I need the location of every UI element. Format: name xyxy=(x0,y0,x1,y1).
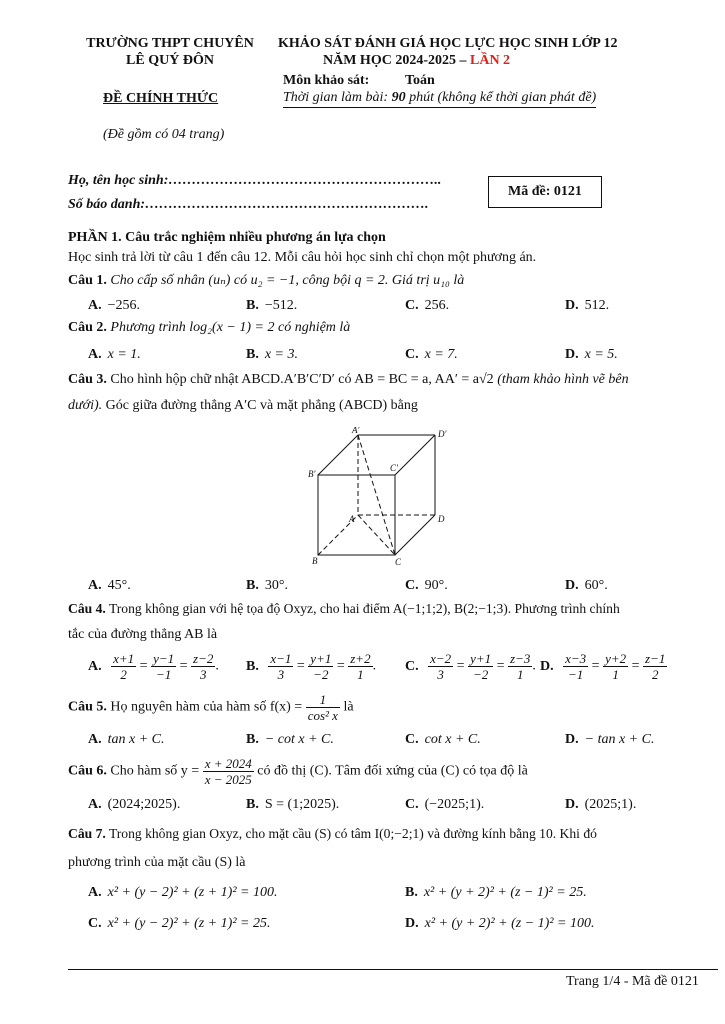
q6-option-a[interactable]: A. (2024;2025). xyxy=(88,797,181,812)
q7-option-a[interactable]: A. x² + (y − 2)² + (z + 1)² = 100. xyxy=(88,885,278,900)
label-C: C xyxy=(395,557,402,567)
q5-option-a[interactable]: A. tan x + C. xyxy=(88,732,165,747)
label-A: A xyxy=(349,514,355,524)
question-5: Câu 5. Họ nguyên hàm của hàm số f(x) = $\frac{1}{\text{cos² x}}$ là xyxy=(68,692,354,723)
edge-D1C1 xyxy=(395,435,435,475)
q5-option-c[interactable]: C. cot x + C. xyxy=(405,732,481,747)
subject: Toán xyxy=(405,73,435,88)
edge-A1B1 xyxy=(318,435,358,475)
footer-divider xyxy=(68,969,718,970)
question-7-line2: phương trình của mặt cầu (S) là xyxy=(68,855,246,870)
q2-option-c[interactable]: C. x = 7. xyxy=(405,347,458,362)
q5-option-b[interactable]: B. − cot x + C. xyxy=(246,732,334,747)
label-D: D xyxy=(438,514,445,524)
question-4-line2: tắc của đường thẳng AB là xyxy=(68,627,218,642)
label-B: B xyxy=(312,556,318,566)
label-D1: D′ xyxy=(438,429,447,439)
subject-label: Môn khảo sát: xyxy=(283,73,370,88)
section1-title: PHẦN 1. Câu trắc nghiệm nhiều phương án lựa chọn xyxy=(68,230,386,245)
q1-option-b[interactable]: B. −512. xyxy=(246,298,298,313)
question-2: Câu 2. Phương trình log₂(x − 1) = 2 có nghiệm là xyxy=(68,320,351,335)
q2-option-d[interactable]: D. x = 5. xyxy=(565,347,618,362)
round-label: LẦN 2 xyxy=(470,53,511,68)
time-info: Thời gian làm bài: 90 phút (không kể thời gian phát đề) xyxy=(283,90,596,108)
exam-code-box: Mã đề: 0121 xyxy=(488,176,602,208)
school-name-line1: TRƯỜNG THPT CHUYÊN xyxy=(86,36,254,51)
q7-option-c[interactable]: C. x² + (y − 2)² + (z + 1)² = 25. xyxy=(88,916,271,931)
q3-option-d[interactable]: D. 60°. xyxy=(565,578,608,593)
q6-option-d[interactable]: D. (2025;1). xyxy=(565,797,637,812)
q2-option-a[interactable]: A. x = 1. xyxy=(88,347,141,362)
question-6: Câu 6. Cho hàm số y = $\frac{x + 2024}{x - 2025}$ có đồ thị (C). Tâm đối xứng của (C) có tọa độ là xyxy=(68,756,528,787)
q4-option-d[interactable]: D. $\frac{x-3}{-1}$ = $\frac{y+2}{1}$ = $\frac{z-1}{2}$ xyxy=(540,651,666,682)
school-year: NĂM HỌC 2024-2025 – LẦN 2 xyxy=(323,53,511,68)
label-C1: C′ xyxy=(390,463,398,473)
q4-option-a[interactable]: A. $\frac{x+1}{2}$ = $\frac{y-1}{-1}$ = $\frac{z-2}{3}$ . xyxy=(88,651,219,682)
student-name-line: Họ, tên học sinh:………………………………………………….. xyxy=(68,173,442,188)
question-3: Câu 3. Cho hình hộp chữ nhật ABCD.A′B′C′D′ có AB = BC = a, AA′ = a√2 (tham khảo hình vẽ bên xyxy=(68,372,629,387)
pages-note: (Đề gồm có 04 trang) xyxy=(103,127,225,142)
q1-option-c[interactable]: C. 256. xyxy=(405,298,450,313)
school-name-line2: LÊ QUÝ ĐÔN xyxy=(126,53,214,68)
q3-option-c[interactable]: C. 90°. xyxy=(405,578,448,593)
official-label: ĐỀ CHÍNH THỨC xyxy=(103,91,219,106)
q3-option-a[interactable]: A. 45°. xyxy=(88,578,131,593)
diagonal-A1C xyxy=(358,435,395,555)
q2-option-b[interactable]: B. x = 3. xyxy=(246,347,299,362)
exam-title: KHẢO SÁT ĐÁNH GIÁ HỌC LỰC HỌC SINH LỚP 12 xyxy=(278,36,618,51)
edge-CD xyxy=(395,515,435,555)
q1-option-a[interactable]: A. −256. xyxy=(88,298,141,313)
question-1: Câu 1. Cho cấp số nhân (uₙ) có u₂ = −1, công bội q = 2. Giá trị u₁₀ là xyxy=(68,273,465,288)
question-4: Câu 4. Trong không gian với hệ tọa độ Oxyz, cho hai điểm A(−1;1;2), B(2;−1;3). Phương trình chính xyxy=(68,601,620,616)
q7-option-d[interactable]: D. x² + (y + 2)² + (z − 1)² = 100. xyxy=(405,916,595,931)
student-id-line: Số báo danh:……………………………………………………. xyxy=(68,197,429,212)
label-A1: A′ xyxy=(352,427,360,435)
q6-option-b[interactable]: B. S = (1;2025). xyxy=(246,797,340,812)
label-B1: B′ xyxy=(308,469,316,479)
q4-option-c[interactable]: C. $\frac{x-2}{3}$ = $\frac{y+1}{-2}$ = $\frac{z-3}{1}$ . xyxy=(405,651,536,682)
page-footer: Trang 1/4 - Mã đề 0121 xyxy=(566,974,699,989)
section1-instruction: Học sinh trả lời từ câu 1 đến câu 12. Mỗi câu hỏi học sinh chỉ chọn một phương án. xyxy=(68,250,537,265)
question-7: Câu 7. Trong không gian Oxyz, cho mặt cầu (S) có tâm I(0;−2;1) và đường kính bằng 10. Khi đó xyxy=(68,826,597,841)
q3-option-b[interactable]: B. 30°. xyxy=(246,578,288,593)
q6-option-c[interactable]: C. (−2025;1). xyxy=(405,797,485,812)
q7-option-b[interactable]: B. x² + (y + 2)² + (z − 1)² = 25. xyxy=(405,885,587,900)
q5-option-d[interactable]: D. − tan x + C. xyxy=(565,732,655,747)
q4-option-b[interactable]: B. $\frac{x-1}{3}$ = $\frac{y+1}{-2}$ = $\frac{z+2}{1}$ . xyxy=(246,651,377,682)
q1-option-d[interactable]: D. 512. xyxy=(565,298,610,313)
box-figure xyxy=(303,427,453,569)
question-3-line2: dưới). Góc giữa đường thẳng A′C và mặt phẳng (ABCD) bằng xyxy=(68,398,418,413)
diagonal-AC xyxy=(358,515,395,555)
